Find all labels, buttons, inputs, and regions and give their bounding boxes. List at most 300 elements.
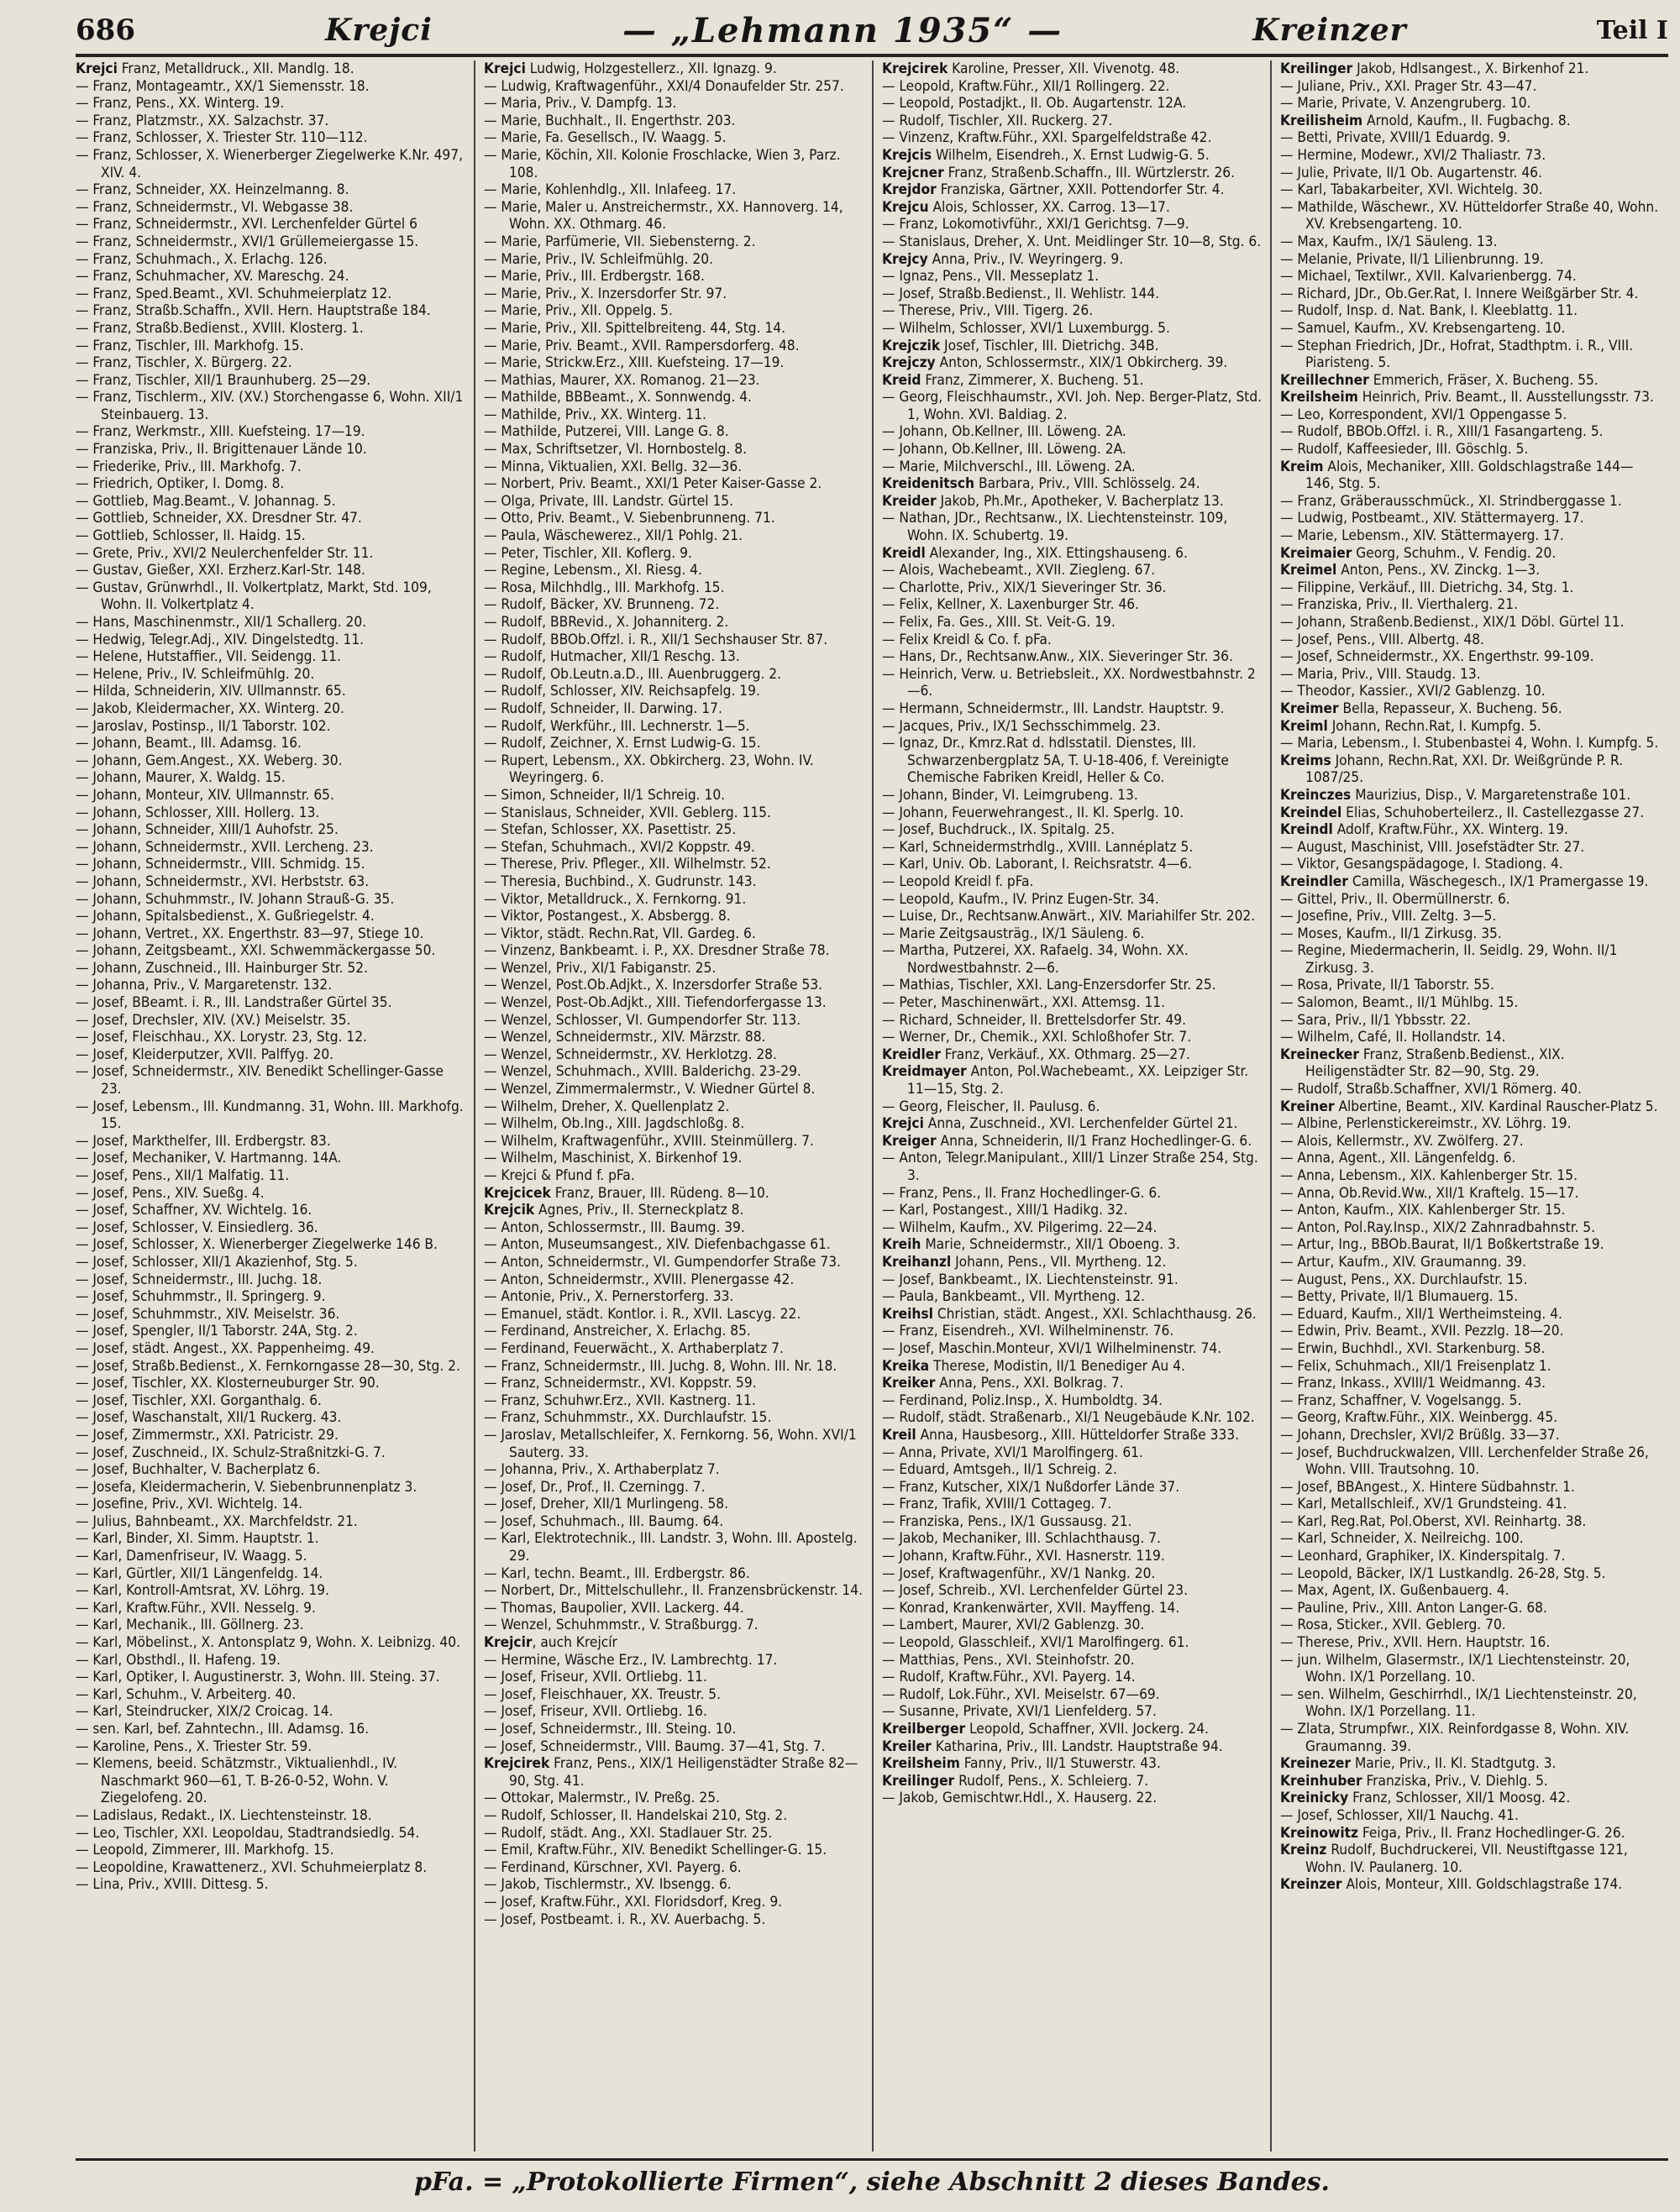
entry-text: — Georg, Kraftw.Führ., XIX. Weinbergg. 45. xyxy=(1280,1409,1558,1427)
entry-text: — Pauline, Priv., XIII. Anton Langer-G. 68. xyxy=(1280,1599,1547,1617)
directory-entry xyxy=(76,113,467,130)
directory-entry xyxy=(484,389,865,406)
entry-text: — Matthias, Pens., XVI. Steinhofstr. 20. xyxy=(882,1651,1135,1669)
directory-entry xyxy=(76,1617,467,1634)
directory-entry xyxy=(76,389,467,423)
entry-text: — Jakob, Tischlermstr., XV. Ibsengg. 6. xyxy=(484,1876,732,1894)
entry-text: — Rudolf, BBOb.Offzl. i. R., XII/1 Sechshauser Str. 87. xyxy=(484,631,828,648)
entry-text: — Marie, Maler u. Anstreichermstr., XX. Hannoverg. 14, Wohn. XX. Othmarg. 46. xyxy=(484,198,843,233)
entry-text: — Wenzel, Schuhmmstr., V. Straßburgg. 7. xyxy=(484,1617,759,1634)
directory-entry xyxy=(1280,1340,1662,1358)
entry-surname: Krejci xyxy=(76,60,118,77)
entry-text: — Emanuel, städt. Kontlor. i. R., XVII. Lascyg. 22. xyxy=(484,1305,801,1323)
directory-entry xyxy=(76,1703,467,1721)
entry-text: Franz, Straßenb.Bedienst., XIX. Heiligenstädter Str. 82—90, Stg. 29. xyxy=(1305,1046,1565,1081)
directory-entry xyxy=(484,1202,865,1219)
directory-entry xyxy=(882,1012,1263,1030)
directory-entry xyxy=(882,1703,1263,1721)
entry-surname: Krejcik xyxy=(484,1202,535,1219)
entry-text: Josef, Tischler, III. Dietrichg. 34B. xyxy=(940,337,1159,354)
directory-entry xyxy=(76,839,467,857)
directory-entry xyxy=(1280,1634,1662,1652)
directory-entry xyxy=(1280,1773,1662,1790)
directory-entry xyxy=(1280,977,1662,994)
entry-text: — Hedwig, Telegr.Adj., XIV. Dingelstedtg. 11. xyxy=(76,631,365,648)
entry-text: — Karl, Schneidermstrhdlg., XVIII. Lannéplatz 5. xyxy=(882,838,1194,856)
entry-text: — Krejci & Pfund f. pFa. xyxy=(484,1167,635,1184)
entry-text: — Rudolf, Tischler, XII. Ruckerg. 27. xyxy=(882,112,1113,129)
directory-entry xyxy=(882,165,1263,182)
directory-entry xyxy=(484,1427,865,1461)
entry-text: Camilla, Wäschegesch., IX/1 Pramergasse 19. xyxy=(1347,873,1649,890)
entry-text: — Josef, Fleischhauer, XX. Treustr. 5. xyxy=(484,1685,722,1703)
directory-entry xyxy=(484,960,865,978)
directory-entry xyxy=(484,302,865,320)
directory-entry xyxy=(1280,1254,1662,1271)
entry-text: — Hans, Maschinenmstr., XII/1 Schallerg. 20. xyxy=(76,614,367,631)
directory-entry xyxy=(882,60,1263,78)
entry-surname: Krejcir xyxy=(484,1634,533,1652)
entry-text: — Johann, Kraftw.Führ., XVI. Hasnerstr. 119. xyxy=(882,1548,1165,1565)
directory-entry xyxy=(76,1150,467,1167)
entry-text: — Marie, Priv., X. Inzersdorfer Str. 97. xyxy=(484,285,727,302)
entry-text: — Johann, Maurer, X. Waldg. 15. xyxy=(76,769,286,787)
directory-entry xyxy=(882,994,1263,1012)
directory-entry xyxy=(882,614,1263,632)
entry-text: — Johanna, Priv., V. Margaretenstr. 132. xyxy=(76,977,333,994)
entry-surname: Kreidenitsch xyxy=(882,475,975,493)
directory-entry xyxy=(484,181,865,199)
directory-entry xyxy=(484,1703,865,1721)
entry-text: — Leopold, Kraftw.Führ., XII/1 Rollingerg. 22. xyxy=(882,77,1170,95)
entry-text: — Ferdinand, Kürschner, XVI. Payerg. 6. xyxy=(484,1858,742,1876)
directory-entry xyxy=(76,1721,467,1738)
entry-text: — Josef, Pens., VIII. Albertg. 48. xyxy=(1280,631,1484,648)
entry-surname: Krejcirek xyxy=(484,1755,550,1773)
entry-text: — Minna, Viktualien, XXI. Bellg. 32—36. xyxy=(484,458,743,475)
entry-text: — Marie, Priv., IV. Schleifmühlg. 20. xyxy=(484,250,713,268)
directory-entry xyxy=(76,1306,467,1324)
entry-text: — Julie, Private, II/1 Ob. Augartenstr. 46. xyxy=(1280,164,1542,181)
entry-text: — Anna, Agent., XII. Längenfeldg. 6. xyxy=(1280,1150,1516,1167)
directory-entry xyxy=(1280,596,1662,614)
entry-text: Franz, Brauer, III. Rüdeng. 8—10. xyxy=(550,1184,769,1202)
directory-entry xyxy=(76,1219,467,1237)
directory-entry xyxy=(76,718,467,736)
directory-entry xyxy=(484,354,865,372)
directory-entry xyxy=(1280,648,1662,666)
entry-text: — Gustav, Gießer, XXI. Erzherz.Karl-Str. 148. xyxy=(76,562,365,579)
directory-entry xyxy=(76,1548,467,1565)
entry-text: — Artur, Kaufm., XIV. Graumanng. 39. xyxy=(1280,1253,1526,1271)
entry-text: — Peter, Tischler, XII. Koflerg. 9. xyxy=(484,544,692,562)
directory-entry xyxy=(484,1288,865,1306)
entry-text: — Anton, Schneidermstr., VI. Gumpendorfer Straße 73. xyxy=(484,1253,841,1271)
directory-entry xyxy=(882,908,1263,925)
entry-text: — Wenzel, Schuhmach., XVIII. Balderichg. 23-29. xyxy=(484,1063,801,1081)
directory-entry xyxy=(882,1721,1263,1738)
directory-entry xyxy=(76,735,467,752)
directory-entry xyxy=(882,666,1263,700)
entry-text: — Jakob, Gemischtwr.Hdl., X. Hauserg. 22. xyxy=(882,1790,1158,1807)
directory-entry xyxy=(484,632,865,649)
entry-text: — Josef, Schuhmmstr., II. Springerg. 9. xyxy=(76,1288,326,1306)
directory-entry xyxy=(882,1150,1263,1184)
entry-text: — Mathias, Tischler, XXI. Lang-Enzersdorfer Str. 25. xyxy=(882,977,1216,994)
directory-entry xyxy=(1280,423,1662,441)
entry-text: — Gustav, Grünwrhdl., II. Volkertplatz, Markt, Std. 109, Wohn. II. Volkertplatz 4. xyxy=(76,579,432,614)
entry-text: — Mathilde, Priv., XX. Winterg. 11. xyxy=(484,406,706,423)
directory-entry xyxy=(1280,545,1662,563)
directory-entry xyxy=(1280,147,1662,165)
entry-text: — Franz, Schneidermstr., XVI. Lerchenfelder Gürtel 6 xyxy=(76,216,417,233)
directory-entry xyxy=(76,908,467,925)
directory-entry xyxy=(484,718,865,736)
entry-text: — Heinrich, Verw. u. Betriebsleit., XX. Nordwestbahnstr. 2—6. xyxy=(882,665,1256,700)
column-2 xyxy=(474,60,872,2152)
directory-entry xyxy=(484,1271,865,1289)
directory-entry xyxy=(484,1340,865,1358)
entry-text: — Jakob, Mechaniker, III. Schlachthausg. 7. xyxy=(882,1530,1161,1548)
directory-entry xyxy=(882,1444,1263,1462)
entry-text: — Vinzenz, Kraftw.Führ., XXI. Spargelfeldstraße 42. xyxy=(882,129,1212,147)
directory-entry xyxy=(76,1755,467,1807)
directory-entry xyxy=(484,1530,865,1565)
entry-text: — Hans, Dr., Rechtsanw.Anw., XIX. Sieveringer Str. 36. xyxy=(882,648,1233,666)
directory-entry xyxy=(882,873,1263,891)
entry-text: — Wenzel, Schlosser, VI. Gumpendorfer Str. 113. xyxy=(484,1011,801,1029)
directory-entry xyxy=(76,1461,467,1479)
directory-entry xyxy=(1280,1444,1662,1479)
entry-text: — Anton, Pol.Ray.Insp., XIX/2 Zahnradbahnstr. 5. xyxy=(1280,1219,1596,1236)
entry-text: — Josef, Tischler, XXI. Gorganthalg. 6. xyxy=(76,1392,322,1409)
entry-surname: Kreil xyxy=(882,1426,916,1444)
entry-surname: Kreid xyxy=(882,371,921,389)
entry-surname: Kreindl xyxy=(1280,821,1333,839)
directory-entry xyxy=(76,1876,467,1894)
directory-entry xyxy=(484,1721,865,1738)
entry-text: — Viktor, städt. Rechn.Rat, VII. Gardeg. 6. xyxy=(484,925,756,942)
directory-entry xyxy=(882,787,1263,805)
directory-entry xyxy=(882,1409,1263,1427)
entry-text: Franz, Metalldruck., XII. Mandlg. 18. xyxy=(117,60,354,77)
entry-text: — Viktor, Metalldruck., X. Fernkorng. 91. xyxy=(484,890,747,908)
directory-entry xyxy=(882,805,1263,822)
directory-entry xyxy=(882,1063,1263,1098)
directory-entry xyxy=(1280,1098,1662,1116)
directory-entry xyxy=(1280,1185,1662,1203)
directory-entry xyxy=(882,1029,1263,1046)
directory-entry xyxy=(76,1652,467,1669)
directory-entry xyxy=(484,1738,865,1756)
entry-text: — Otto, Priv. Beamt., V. Siebenbrunneng. 71. xyxy=(484,510,775,527)
entry-surname: Kreidmayer xyxy=(882,1063,967,1081)
directory-entry xyxy=(76,1859,467,1877)
directory-entry xyxy=(882,1427,1263,1444)
entry-text: Georg, Schuhm., V. Fendig. 20. xyxy=(1352,544,1557,562)
directory-entry xyxy=(1280,95,1662,113)
entry-surname: Kreider xyxy=(882,492,937,510)
entry-text: — Stefan, Schuhmach., XVI/2 Koppstr. 49. xyxy=(484,838,755,856)
directory-entry xyxy=(484,562,865,579)
directory-entry xyxy=(882,1548,1263,1565)
directory-entry xyxy=(1280,1617,1662,1634)
directory-entry xyxy=(484,1063,865,1081)
entry-text: — Franz, Schuhmach., X. Erlachg. 126. xyxy=(76,250,328,268)
entry-text: — Maria, Lebensm., I. Stubenbastei 4, Wohn. I. Kumpfg. 5. xyxy=(1280,735,1659,752)
entry-text: — Josef, Kraftwagenführ., XV/1 Nankg. 20. xyxy=(882,1565,1156,1582)
entry-text: — Norbert, Priv. Beamt., XXI/1 Peter Kaiser-Gasse 2. xyxy=(484,475,822,493)
entry-text: — Eduard, Kaufm., XII/1 Wertheimsteing. 4. xyxy=(1280,1305,1562,1323)
entry-surname: Krejcy xyxy=(882,250,928,268)
entry-text: — Leonhard, Graphiker, IX. Kinderspitalg. 7. xyxy=(1280,1548,1566,1565)
directory-entry xyxy=(484,1565,865,1583)
entry-text: — Marie, Kohlenhdlg., XII. Inlafeeg. 17. xyxy=(484,181,737,199)
entry-text: — Karl, Schuhm., V. Arbeiterg. 40. xyxy=(76,1685,297,1703)
entry-text: — Felix, Kellner, X. Laxenburger Str. 46. xyxy=(882,596,1140,614)
directory-entry xyxy=(484,1306,865,1324)
directory-entry xyxy=(484,891,865,909)
directory-entry xyxy=(76,1375,467,1392)
directory-entry xyxy=(76,700,467,718)
entry-text: — Johann, Beamt., III. Adamsg. 16. xyxy=(76,735,302,752)
entry-text: — Richard, Schneider, II. Brettelsdorfer Str. 49. xyxy=(882,1011,1187,1029)
entry-text: — Rudolf, Straßb.Schaffner, XVI/1 Römerg. 40. xyxy=(1280,1081,1582,1098)
directory-entry xyxy=(1280,113,1662,130)
entry-text: — Ladislaus, Redakt., IX. Liechtensteinstr. 18. xyxy=(76,1806,372,1824)
entry-text: — Nathan, JDr., Rechtsanw., IX. Liechtensteinstr. 109, Wohn. IX. Schubertg. 19. xyxy=(882,510,1228,545)
directory-entry xyxy=(882,1271,1263,1289)
directory-entry xyxy=(1280,1652,1662,1686)
directory-entry xyxy=(76,1323,467,1340)
entry-text: — Karl, Damenfriseur, IV. Waagg. 5. xyxy=(76,1548,307,1565)
directory-entry xyxy=(76,423,467,441)
entry-text: — Konrad, Krankenwärter, XVII. Mayffeng. 14. xyxy=(882,1599,1180,1617)
directory-entry xyxy=(1280,1790,1662,1807)
entry-text: — Leopold, Glasschleif., XVI/1 Marolfingerg. 61. xyxy=(882,1634,1189,1652)
directory-entry xyxy=(484,129,865,147)
entry-text: — Anna, Private, XVI/1 Marolfingerg. 61. xyxy=(882,1444,1143,1461)
directory-entry xyxy=(882,1323,1263,1340)
entry-text: Katharina, Priv., III. Landstr. Hauptstraße 94. xyxy=(931,1738,1223,1755)
entry-text: — Leopoldine, Krawattenerz., XVI. Schuhmeierplatz 8. xyxy=(76,1858,428,1876)
entry-text: Feiga, Priv., II. Franz Hochedlinger-G. 26. xyxy=(1358,1824,1625,1842)
directory-entry xyxy=(76,977,467,994)
entry-surname: Krejczy xyxy=(882,354,936,372)
directory-entry xyxy=(882,1738,1263,1756)
directory-entry xyxy=(882,1686,1263,1704)
entry-text: — Gottlieb, Mag.Beamt., V. Johannag. 5. xyxy=(76,492,336,510)
directory-entry xyxy=(1280,1876,1662,1894)
directory-entry xyxy=(1280,735,1662,752)
directory-entry xyxy=(76,1236,467,1254)
entry-text: Johann, Rechn.Rat, I. Kumpfg. 5. xyxy=(1327,717,1541,735)
directory-entry xyxy=(1280,1271,1662,1289)
entry-text: — Marie, Priv. Beamt., XVII. Rampersdorferg. 48. xyxy=(484,337,800,354)
entry-text: — Josef, Dr., Prof., II. Czerningg. 7. xyxy=(484,1478,706,1496)
directory-entry xyxy=(882,1461,1263,1479)
directory-entry xyxy=(882,1185,1263,1203)
directory-entry xyxy=(484,1358,865,1376)
directory-entry xyxy=(484,648,865,666)
entry-text: — sen. Karl, bef. Zahntechn., III. Adamsg. 16. xyxy=(76,1721,370,1738)
entry-text: Franz, Verkäuf., XX. Othmarg. 25—27. xyxy=(940,1046,1190,1063)
directory-entry xyxy=(484,787,865,805)
directory-entry xyxy=(484,1617,865,1634)
directory-entry xyxy=(882,95,1263,113)
directory-entry xyxy=(1280,821,1662,839)
entry-text: — Josefine, Priv., XVI. Wichtelg. 14. xyxy=(76,1496,303,1513)
entry-text: — Johann, Gem.Angest., XX. Weberg. 30. xyxy=(76,752,343,769)
entry-text: Alexander, Ing., XIX. Ettingshauseng. 6. xyxy=(925,544,1188,562)
entry-text: Anna, Pens., XXI. Bolkrag. 7. xyxy=(935,1375,1124,1392)
entry-text: — Josef, Fleischhau., XX. Lorystr. 23, Stg. 12. xyxy=(76,1029,367,1046)
directory-entry xyxy=(76,251,467,269)
directory-entry xyxy=(1280,389,1662,406)
directory-entry xyxy=(484,735,865,752)
directory-entry xyxy=(484,1825,865,1842)
entry-text: — Franziska, Pens., IX/1 Gussausg. 21. xyxy=(882,1512,1132,1530)
entry-text: Jakob, Hdlsangest., X. Birkenhof 21. xyxy=(1352,60,1589,77)
directory-entry xyxy=(484,60,865,78)
entry-text: — Josef, Kraftw.Führ., XXI. Floridsdorf, Kreg. 9. xyxy=(484,1893,783,1911)
entry-text: — Marie, Köchin, XII. Kolonie Froschlacke, Wien 3, Parz. 108. xyxy=(484,146,841,181)
entry-text: — Wilhelm, Dreher, X. Quellenplatz 2. xyxy=(484,1098,730,1115)
directory-entry xyxy=(1280,493,1662,511)
entry-text: — Karl, Univ. Ob. Laborant, I. Reichsratstr. 4—6. xyxy=(882,856,1193,873)
entry-text: — Josef, Buchdruck., IX. Spitalg. 25. xyxy=(882,821,1116,839)
entry-surname: Kreika xyxy=(882,1357,930,1375)
directory-entry xyxy=(1280,338,1662,372)
entry-text: — Franz, Schuhwr.Erz., XVII. Kastnerg. 11. xyxy=(484,1392,756,1409)
entry-text: — Josefine, Priv., VIII. Zeltg. 3—5. xyxy=(1280,908,1497,925)
directory-entry xyxy=(484,1669,865,1686)
directory-entry xyxy=(484,596,865,614)
directory-entry xyxy=(1280,1755,1662,1773)
entry-text: — Helene, Hutstaffier., VII. Seidengg. 11. xyxy=(76,648,341,666)
directory-entry xyxy=(484,1859,865,1877)
entry-text: — Ferdinand, Poliz.Insp., X. Humboldtg. 34. xyxy=(882,1392,1163,1409)
directory-entry xyxy=(1280,1219,1662,1237)
directory-entry xyxy=(484,925,865,943)
directory-entry xyxy=(1280,1081,1662,1098)
entry-text: — Josef, Straßb.Bedienst., X. Fernkorngasse 28—30, Stg. 2. xyxy=(76,1357,460,1375)
directory-entry xyxy=(484,1911,865,1929)
entry-text: — Klemens, beeid. Schätzmstr., Viktualienhdl., IV. Naschmarkt 960—61, T. B-26-0-52, Wohn. V. Ziegelofeng. 20. xyxy=(76,1755,397,1807)
entry-text: — Josef, Kleiderputzer, XVII. Palffyg. 20. xyxy=(76,1046,334,1063)
directory-entry xyxy=(882,942,1263,977)
directory-entry xyxy=(76,1842,467,1859)
directory-entry xyxy=(1280,1358,1662,1376)
directory-entry xyxy=(484,459,865,476)
directory-entry xyxy=(484,683,865,700)
directory-entry xyxy=(1280,1323,1662,1340)
directory-entry xyxy=(1280,181,1662,199)
directory-entry xyxy=(882,493,1263,511)
entry-text: — Albine, Perlenstickereimstr., XV. Löhrg. 19. xyxy=(1280,1115,1572,1133)
directory-entry xyxy=(76,1046,467,1064)
entry-text: — Franz, Pens., XX. Winterg. 19. xyxy=(76,95,285,113)
directory-entry xyxy=(76,1444,467,1462)
entry-text: — Franz, Schaffner, V. Vogelsangg. 5. xyxy=(1280,1392,1522,1409)
directory-entry xyxy=(882,113,1263,130)
directory-entry xyxy=(1280,78,1662,96)
directory-entry xyxy=(76,510,467,527)
entry-text: — Josef, Buchhalter, V. Bacherplatz 6. xyxy=(76,1461,321,1479)
entry-text: — Josef, Schneidermstr., VIII. Baumg. 37—41, Stg. 7. xyxy=(484,1738,826,1755)
entry-text: — Franz, Schuhmmstr., XX. Durchlaufstr. 15. xyxy=(484,1409,772,1427)
entry-text: — Wenzel, Post.Ob.Adjkt., X. Inzersdorfer Straße 53. xyxy=(484,977,823,994)
entry-text: — Josef, Zimmermstr., XXI. Patricistr. 29. xyxy=(76,1426,339,1444)
entry-text: — Salomon, Beamt., II/1 Mühlbg. 15. xyxy=(1280,994,1519,1012)
entry-text: Karoline, Presser, XII. Vivenotg. 48. xyxy=(948,60,1180,77)
entry-text: — Stefan, Schlosser, XX. Pasettistr. 25. xyxy=(484,821,737,839)
directory-entry xyxy=(76,666,467,684)
entry-text: — Marie, Fa. Gesellsch., IV. Waagg. 5. xyxy=(484,129,727,147)
directory-entry xyxy=(484,908,865,925)
entry-text: Johann, Pens., VII. Myrtheng. 12. xyxy=(951,1253,1167,1271)
directory-entry xyxy=(76,372,467,390)
directory-entry xyxy=(882,1236,1263,1254)
directory-entry xyxy=(76,338,467,355)
entry-text: — jun. Wilhelm, Glasermstr., IX/1 Liechtensteinstr. 20, Wohn. IX/1 Porzellang. 10. xyxy=(1280,1651,1630,1686)
directory-entry xyxy=(882,389,1263,423)
entry-text: — Max, Agent, IX. Gußenbauerg. 4. xyxy=(1280,1582,1509,1600)
directory-entry xyxy=(76,1029,467,1046)
entry-text: Adolf, Kraftw.Führ., XX. Winterg. 19. xyxy=(1332,821,1568,839)
directory-entry xyxy=(882,891,1263,909)
entry-text: — Josef, Maschin.Monteur, XVI/1 Wilhelminenstr. 74. xyxy=(882,1339,1222,1357)
entry-text: — Therese, Priv., XVII. Hern. Hauptstr. 16. xyxy=(1280,1634,1551,1652)
directory-entry xyxy=(1280,268,1662,286)
entry-text: — Marie, Private, V. Anzengruberg. 10. xyxy=(1280,95,1531,113)
directory-entry xyxy=(1280,1807,1662,1825)
directory-entry xyxy=(484,994,865,1012)
entry-text: — Eduard, Amtsgeh., II/1 Schreig. 2. xyxy=(882,1461,1117,1479)
entry-text: — Gottlieb, Schneider, XX. Dresdner Str. 47. xyxy=(76,510,362,527)
entry-text: — Marie, Parfümerie, VII. Siebensterng. 2. xyxy=(484,233,756,250)
entry-columns xyxy=(76,60,1668,2152)
entry-surname: Krejci xyxy=(484,60,526,77)
part-label: Teil I xyxy=(1596,15,1668,45)
entry-text: — Viktor, Gesangspädagoge, I. Stadiong. 4. xyxy=(1280,856,1563,873)
page-header xyxy=(76,7,1668,57)
directory-entry xyxy=(484,1012,865,1030)
entry-text: — Franz, Schneidermstr., III. Juchg. 8, Wohn. III. Nr. 18. xyxy=(484,1357,837,1375)
entry-surname: Kreihanzl xyxy=(882,1253,952,1271)
entry-surname: Kreimaier xyxy=(1280,544,1352,562)
entry-text: — August, Pens., XX. Durchlaufstr. 15. xyxy=(1280,1271,1528,1288)
entry-text: — Grete, Priv., XVI/2 Neulerchenfelder Str. 11. xyxy=(76,544,374,562)
entry-surname: Kreilsheim xyxy=(1280,389,1358,406)
entry-text: — Erwin, Buchhdl., XVI. Starkenburg. 58. xyxy=(1280,1339,1546,1357)
directory-entry xyxy=(1280,873,1662,891)
entry-text: — Leopold, Zimmerer, III. Markhofg. 15. xyxy=(76,1842,334,1859)
directory-entry xyxy=(484,1185,865,1203)
directory-entry xyxy=(484,805,865,822)
entry-text: — Johann, Schneidermstr., XVII. Lercheng. 23. xyxy=(76,838,374,856)
entry-text: — Anna, Lebensm., XIX. Kahlenberger Str. 15. xyxy=(1280,1167,1578,1184)
directory-entry xyxy=(882,354,1263,372)
entry-text: — Josef, Friseur, XVII. Ortliebg. 16. xyxy=(484,1703,707,1721)
entry-text: Alois, Monteur, XIII. Goldschlagstraße 174. xyxy=(1341,1876,1623,1894)
directory-entry xyxy=(76,527,467,545)
directory-entry xyxy=(76,856,467,873)
directory-entry xyxy=(1280,614,1662,632)
entry-text: Anna, Zuschneid., XVI. Lerchenfelder Gürtel 21. xyxy=(923,1115,1238,1133)
entry-text: — Wilhelm, Schlosser, XVI/1 Luxemburgg. 5. xyxy=(882,319,1170,337)
directory-entry xyxy=(76,1098,467,1133)
